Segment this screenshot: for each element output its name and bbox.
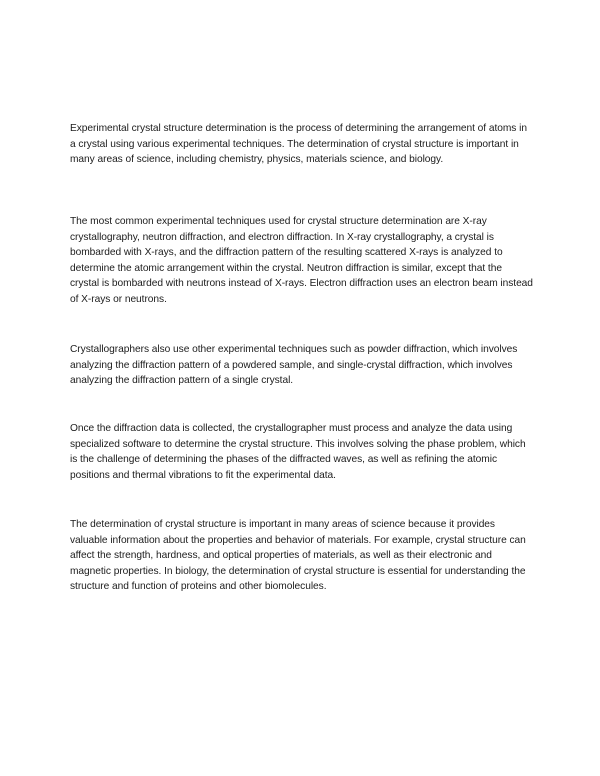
paragraph-other-techniques: Crystallographers also use other experimental techniques such as powder diffraction, which involves analyzing the diffraction pattern of a powdered sample, and single-crystal diffraction, which involves analyzing the diffraction pattern of a single crystal. (70, 344, 518, 386)
paragraph-intro: Experimental crystal structure determination is the process of determining the arrangement of atoms in a crystal using various experimental techniques. The determination of crystal structure is important in many areas of science, including chemistry, physics, materials science, and biology. (70, 123, 527, 165)
paragraph-data-analysis: Once the diffraction data is collected, the crystallographer must process and analyze the data using specialized software to determine the crystal structure. This involves solving the phase problem, which is the challenge of determining the phases of the diffracted waves, as well as refining the atomic positions and thermal vibrations to fit the experimental data. (70, 423, 526, 481)
paragraph-importance: The determination of crystal structure is important in many areas of science because it provides valuable information about the properties and behavior of materials. For example, crystal structure can affect the strength, hardness, and optical properties of materials, as well as their electronic and magnetic properties. In biology, the determination of crystal structure is essential for understanding the structure and function of proteins and other biomolecules. (70, 519, 526, 592)
paragraph-techniques: The most common experimental techniques used for crystal structure determination are X-ray crystallography, neutron diffraction, and electron diffraction. In X-ray crystallography, a crystal is bombarded with X-rays, and the diffraction pattern of the resulting scattered X-rays is analyzed to determine the atomic arrangement within the crystal. Neutron diffraction is similar, except that the crystal is bombarded with neutrons instead of X-rays. Electron diffraction uses an electron beam instead of X-rays or neutrons. (70, 216, 533, 305)
